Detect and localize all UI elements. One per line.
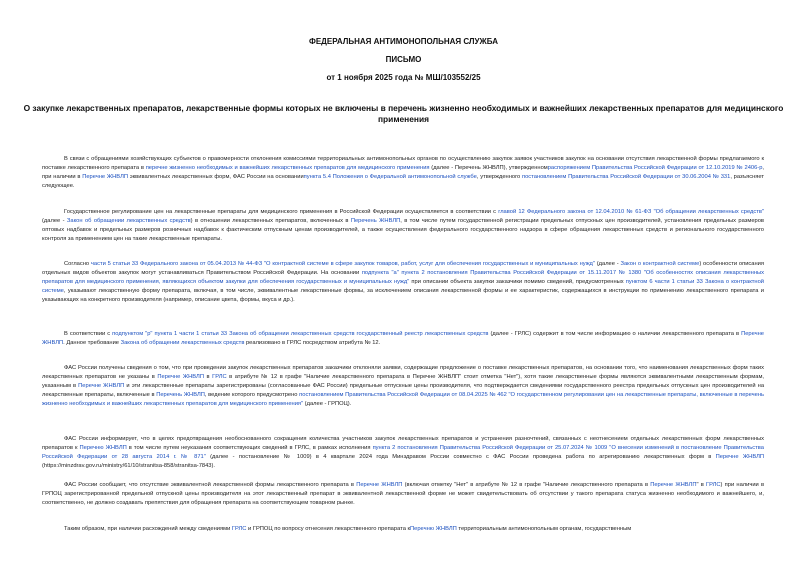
document-link[interactable]: Закона об обращении лекарственных средств: [120, 339, 245, 346]
paragraph-text: ) в отношении лекарственных препаратов, включенных в: [190, 217, 351, 224]
paragraph-text: (далее -: [42, 217, 67, 224]
document-link[interactable]: Перечню ЖНВЛП: [79, 444, 127, 451]
paragraph-2: [42, 208, 764, 244]
document-link[interactable]: Перечень ЖНВЛП: [156, 391, 205, 398]
document-link[interactable]: Перечень ЖНВЛП: [350, 217, 401, 224]
document-link[interactable]: Перечне ЖНВЛП: [356, 482, 403, 488]
paragraph-text: , при наличии в: [42, 164, 765, 180]
paragraph-text: реализовано в ГРЛС посредством атрибута № 12.: [244, 339, 381, 346]
document-link[interactable]: части 5 статьи 33 Федерального закона от 05.04.2013 № 44-ФЗ "О контрактной системе в сфере закупок товаров, работ, услуг для обеспечения государственных и муниципальных нужд": [90, 261, 595, 267]
paragraph-text: в: [203, 373, 213, 380]
document-link[interactable]: подпункта "а" пункта 2 постановления Правительства Российской Федерации от 15.11.2017 № 1380 "Об особенностях описания лекарственных препаратов для медицинского применения, являющихся объектом закупки для обеспечения государственных и муниципальных нужд": [42, 269, 764, 285]
document-title: О закупке лекарственных препаратов, лекарственные формы которых не включены в перечень жизненно необходимых и важнейших лекарственных препаратов для медицинского применения: [23, 103, 784, 124]
document-link[interactable]: пунктом 6 части 1 статьи 33 Закона о контрактной системе: [42, 278, 764, 294]
paragraph-3: [42, 260, 764, 305]
paragraph-text: В соответствии с: [64, 331, 113, 337]
paragraph-text: , указывают лекарственную форму препарата, включая, в том числе, эквивалентные лекарственные формы, за исключением описания лекарственной формы и ее характеристик, содержащихся в инструкции по применению лекарственного препарата и указывающих на конкретного производителя (например, описание цвета, формы, вкуса и др.).: [42, 287, 764, 303]
document-link[interactable]: распоряжением Правительства Российской Федерации от 12.10.2019 № 2406-р: [547, 164, 763, 171]
paragraph-text: (далее - постановление № 1009) в 4 квартале 2024 года Минздравом России совместно с ФАС России проведена работа по агрегированию лекарственных форм в: [205, 453, 716, 460]
paragraph-text: (далее -: [594, 261, 621, 267]
document-link[interactable]: Перечню ЖНВЛП: [410, 526, 457, 532]
document-link[interactable]: пункта 5.4 Положения о Федеральной антимонопольной службе: [303, 173, 477, 180]
paragraph-text: при описании объекта закупки заказчики помимо сведений, предусмотренных: [409, 278, 626, 285]
paragraph-text: Государственное регулирование цен на лекарственные препараты для медицинского применения в Российской Федерации осуществляется в соответствии с: [64, 209, 499, 215]
document-link[interactable]: постановлением Правительства Российской Федерации от 08.04.2025 № 462 "О государственном регулировании цен на лекарственные препараты, включенные в перечень жизненно необходимых и важнейших лекарственных препаратов для медицинского применения": [42, 391, 764, 407]
paragraph-text: и ГРПОЦ по вопросу отнесения лекарственного препарата к: [246, 526, 411, 532]
paragraph-text: ) при наличии в ГРПОЦ зарегистрированной предельной отпускной цены производителя на этот лекарственный препарат в эквивалентной лекарственной форме не может свидетельствовать об отсутствии у такого препарата статуса жизненно необходимого и важнейшего, и, соответственно, не должно создавать препятствия для обращения препарата на соответствующем товарном рынке.: [42, 482, 765, 506]
paragraph-text: , ведение которого предусмотрено: [204, 391, 300, 398]
document-link[interactable]: Перечне ЖНВЛП: [715, 453, 764, 460]
paragraph-text: (далее - ГРЛС) содержит в том числе информацию о наличии лекарственного препарата в: [488, 331, 742, 337]
paragraph-text: (https://minzdrav.gov.ru/ministry/61/10/stranitsa-858/stranitsa-7843).: [42, 462, 215, 469]
paragraph-text: . Данное требование: [63, 339, 121, 346]
paragraph-text: в том числе путем неуказания соответствующих сведений в ГРЛС, в рамках исполнения: [126, 444, 373, 451]
paragraph-text: , разъясняет следующее.: [42, 173, 765, 189]
paragraph-4: [42, 330, 764, 348]
paragraph-6: [42, 435, 764, 471]
document-link[interactable]: Перечне ЖНВЛП: [82, 173, 128, 180]
document-type: ПИСЬМО: [385, 55, 422, 64]
paragraph-text: В связи с обращениями хозяйствующих субъектов о правомерности отклонения комиссиями территориальных антимонопольных органов по осуществлению закупок заявок участников закупок на основании отсутствия лекарственной формы предлагаемого к поставке лекарственного препарата в: [42, 156, 764, 171]
paragraph-8: [42, 525, 764, 534]
paragraph-text: ФАС России сообщает, что отсутствие эквивалентной лекарственной формы лекарственного препарата в: [64, 482, 357, 488]
paragraph-text: ФАС России информирует, что в целях предотвращения необоснованного сокращения количества участников закупок лекарственных препаратов и устранения разночтений, связанных с неотнесением отдельных лекарственных форм лекарственных препаратов к: [42, 436, 764, 451]
paragraph-text: Согласно: [64, 261, 91, 267]
agency-name: ФЕДЕРАЛЬНАЯ АНТИМОНОПОЛЬНАЯ СЛУЖБА: [309, 37, 498, 46]
document-link[interactable]: главой 12 Федерального закона от 12.04.2010 № 61-ФЗ "Об обращении лекарственных средств": [498, 209, 764, 215]
document-link[interactable]: Перечне ЖНВЛП: [78, 382, 125, 389]
document-link[interactable]: Закон о контрактной системе: [620, 261, 700, 267]
paragraph-text: " в: [696, 482, 706, 488]
document-link[interactable]: ГРЛС: [705, 482, 721, 488]
paragraph-text: (далее - ГРПОЦ).: [303, 400, 352, 407]
paragraph-5: [42, 364, 764, 409]
paragraph-7: [42, 481, 764, 508]
paragraph-text: эквивалентных лекарственных форм, ФАС России на основании: [127, 173, 304, 180]
document-link[interactable]: Перечне ЖНВЛП: [42, 331, 764, 346]
paragraph-text: (далее - Перечень ЖНВЛП), утвержденном: [429, 164, 548, 171]
paragraph-text: ФАС России получены сведения о том, что при проведении закупок лекарственных препаратов заказчики отклоняли заявки, содержащие предложение о поставке лекарственных препаратов, на основании того, что наименования лекарственных форм таких лекарственных препаратов не указаны в: [42, 365, 764, 380]
paragraph-text: и эти лекарственные препараты зарегистрированы (согласованные ФАС России) предельные отпускные цены производителя, что подтверждается сведениями государственного реестра предельных отпускных цен производителей на лекарственные препараты, включенные в: [42, 382, 765, 398]
document-link[interactable]: подпунктом "р" пункта 1 части 1 статьи 33 Закона об обращении лекарственных средств государственный реестр лекарственных средств: [112, 331, 489, 337]
document-link[interactable]: ГРЛС: [212, 373, 227, 380]
document-link[interactable]: Перечне ЖНВЛП: [650, 482, 697, 488]
paragraph-text: (включая отметку "Нет" в атрибуте № 12 в графе "Наличие лекарственного препарата в: [402, 482, 651, 488]
paragraph-text: ) особенности описания отдельных видов объектов закупок могут устанавливаться Правительством Российской Федерации. На основании: [42, 261, 764, 276]
paragraph-1: [42, 155, 764, 191]
document-link[interactable]: постановлением Правительства Российской Федерации от 30.06.2004 № 331: [521, 173, 731, 180]
document-date-number: от 1 ноября 2025 года № МШ/103552/25: [326, 73, 481, 82]
document-link[interactable]: пункта 2 постановления Правительства Российской Федерации от 25.07.2024 № 1009 "О внесении изменений в постановление Правительства Российской Федерации от 28 августа 2014 г. № 871": [42, 444, 764, 460]
paragraph-text: в атрибуте № 12 в графе "Наличие лекарственного препарата в Перечне ЖНВЛП" стоит отметка "Нет"), хотя такие лекарственные формы являются эквивалентными лекарственным формам, указанным в: [42, 373, 765, 389]
paragraph-text: Таким образом, при наличии расхождений между сведениями: [64, 526, 232, 532]
document-link[interactable]: перечне жизненно необходимых и важнейших лекарственных препаратов для медицинского применения: [145, 164, 430, 171]
paragraph-text: , в том числе путем государственной регистрации предельных отпускных цен производителей, установления предельных размеров оптовых надбавок и предельных размеров розничных надбавок к фактическим отпускным ценам производителей, а также осуществления федерального государственного надзора в сфере обращения лекарственных средств и регионального государственного контроля за применением цен на такие лекарственные препараты.: [42, 217, 764, 242]
paragraph-text: территориальным антимонопольным органам, государственным: [456, 526, 632, 532]
document-link[interactable]: Закон об обращении лекарственных средств: [66, 217, 191, 224]
paragraph-text: , утвержденного: [476, 173, 522, 180]
document-link[interactable]: Перечне ЖНВЛП: [157, 373, 204, 380]
document-link[interactable]: ГРЛС: [231, 526, 247, 532]
